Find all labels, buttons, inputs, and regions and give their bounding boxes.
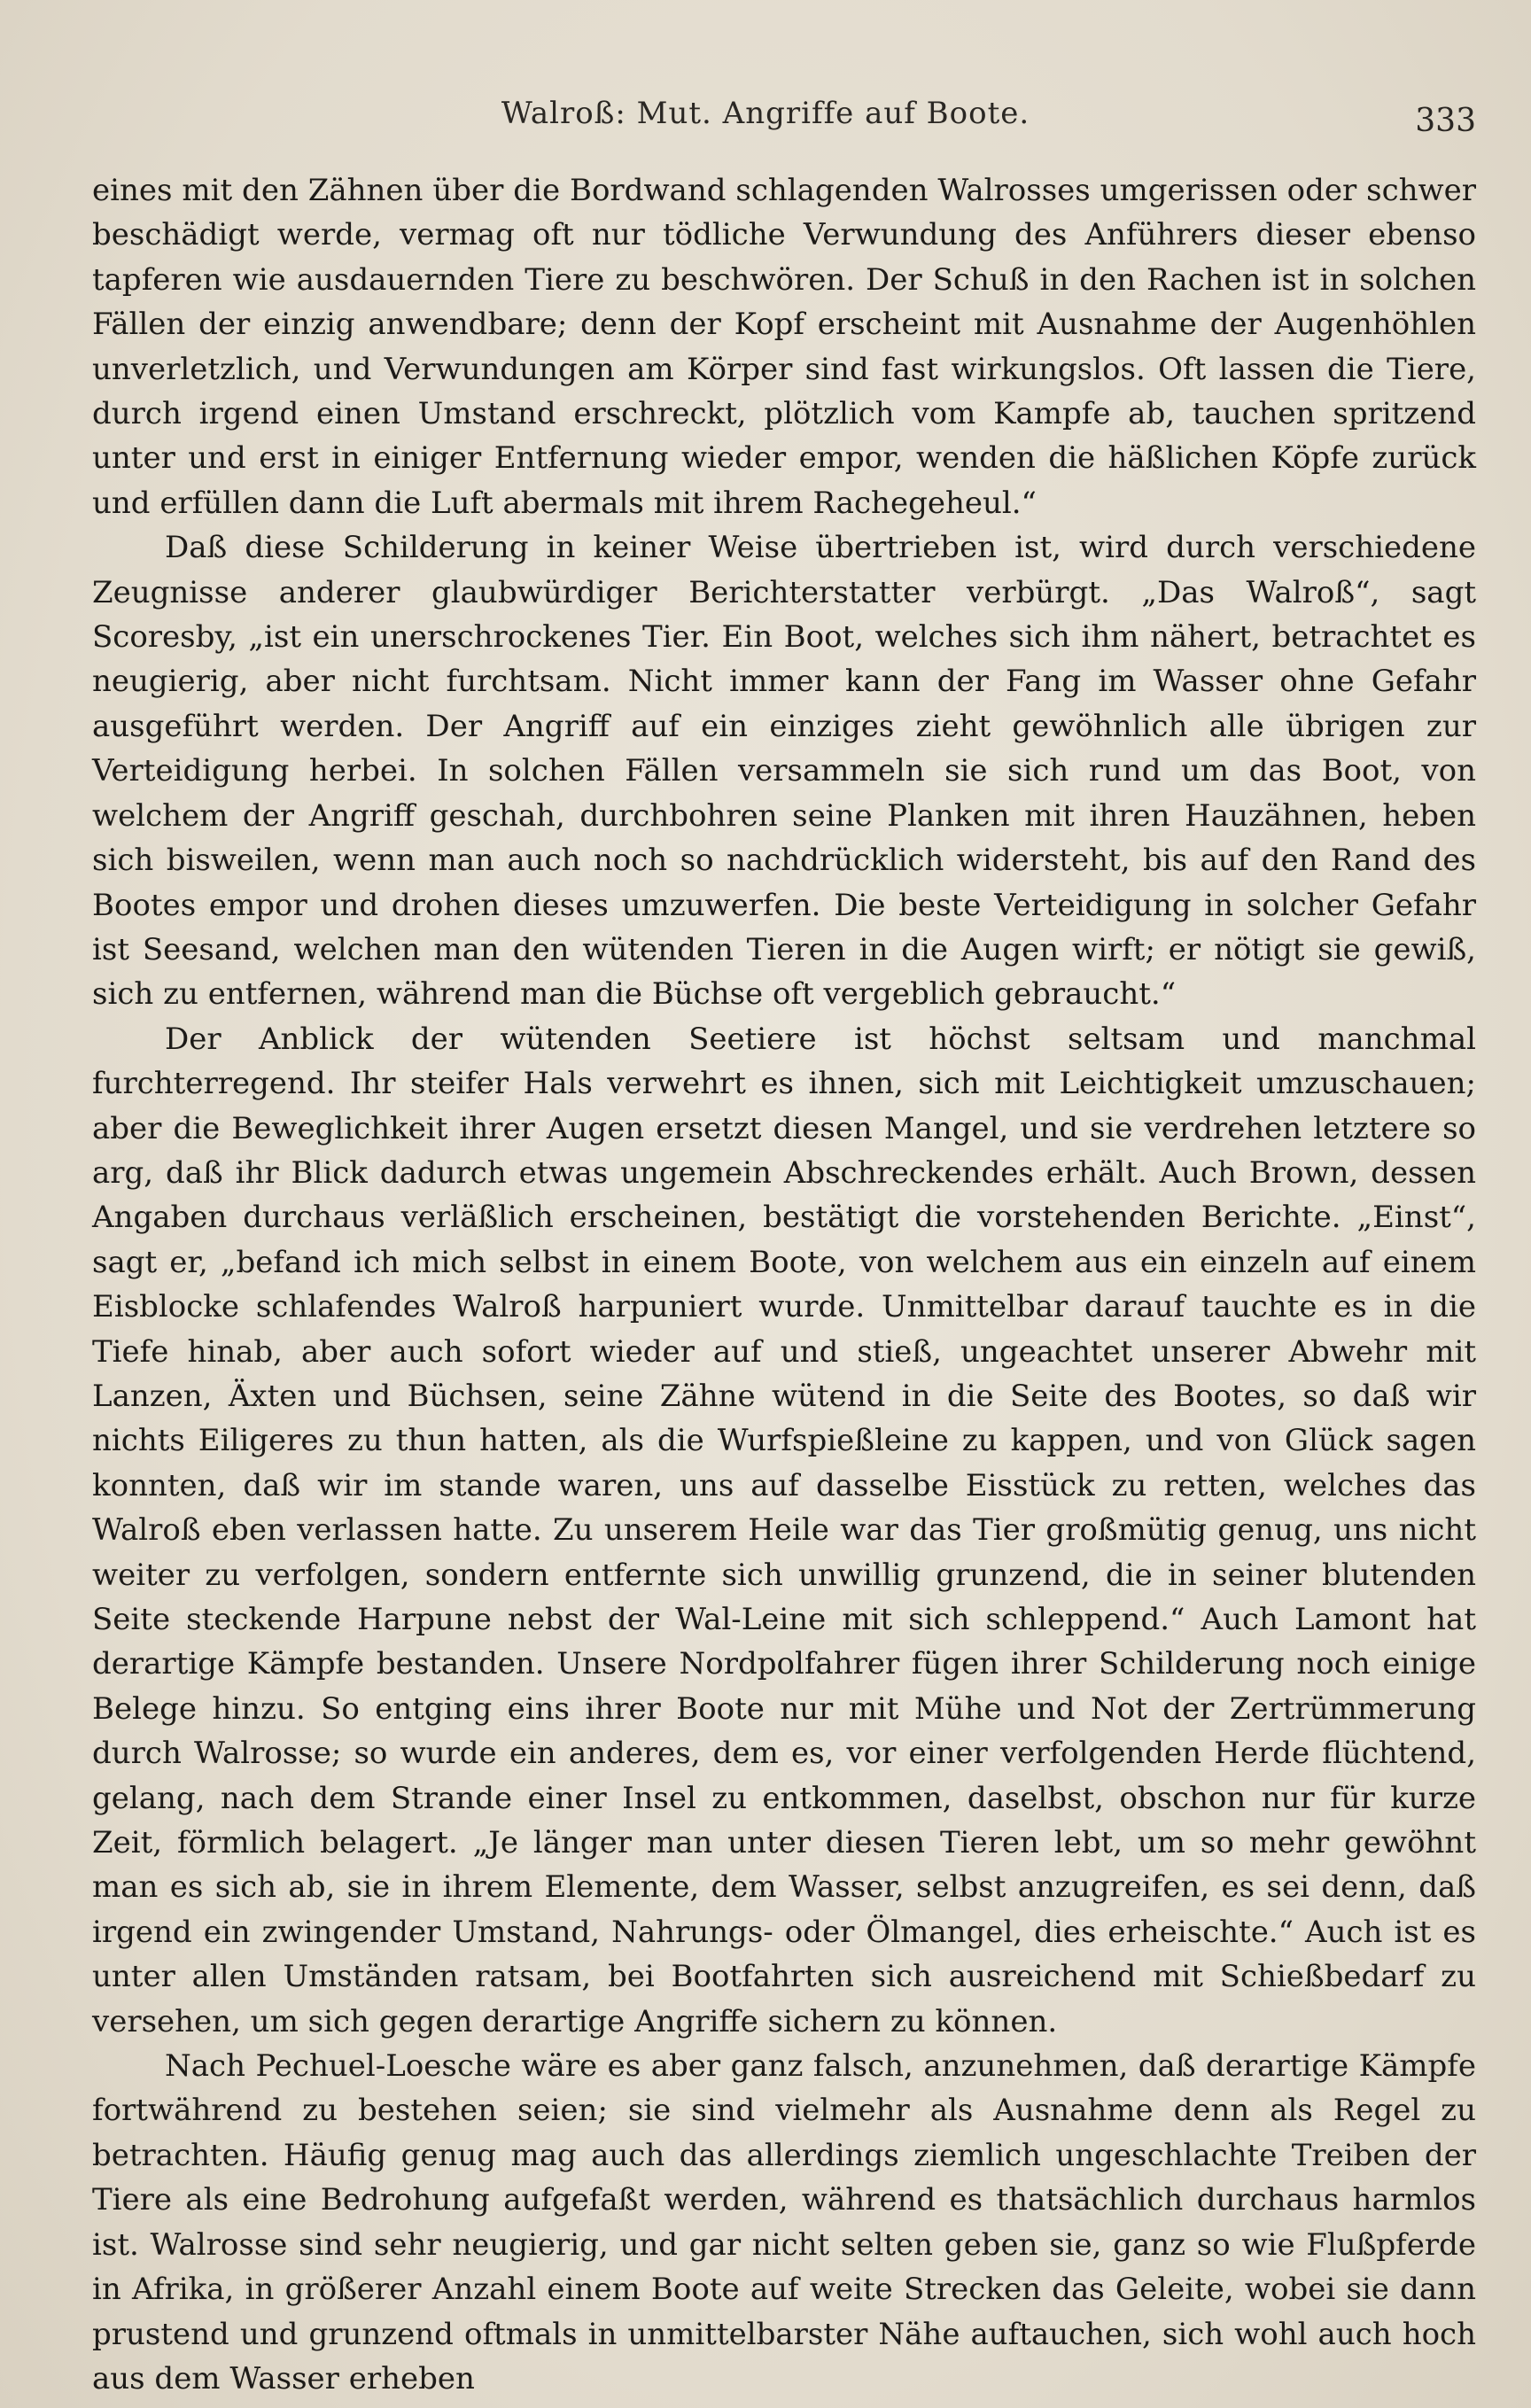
running-title: Walroß: Mut. Angriffe auf Boote. bbox=[501, 96, 1030, 131]
page-number: 333 bbox=[1415, 103, 1476, 139]
body-text bbox=[92, 168, 1476, 2401]
paragraph-3: Der Anblick der wütenden Seetiere ist höchst seltsam und manchmal furchterregend. Ihr steifer Hals verwehrt es ihnen, sich mit Leichtigkeit umzuschauen; aber die Beweglichkeit ihrer Augen ersetzt diesen Mangel, und sie verdrehen letztere so arg, daß ihr Blick dadurch etwas ungemein Abschreckendes erhält. Auch Brown, dessen Angaben durchaus verläßlich erscheinen, bestätigt die vorstehenden Berichte. „Einst“, sagt er, „befand ich mich selbst in einem Boote, von welchem aus ein einzeln auf einem Eisblocke schlafendes Walroß harpuniert wurde. Unmittelbar darauf tauchte es in die Tiefe hinab, aber auch sofort wieder auf und stieß, ungeachtet unserer Abwehr mit Lanzen, Äxten und Büchsen, seine Zähne wütend in die Seite des Bootes, so daß wir nichts Eiligeres zu thun hatten, als die Wurfspießleine zu kappen, und von Glück sagen konnten, daß wir im stande waren, uns auf dasselbe Eisstück zu retten, welches das Walroß eben verlassen hatte. Zu unserem Heile war das Tier großmütig genug, uns nicht weiter zu verfolgen, sondern entfernte sich unwillig grunzend, die in seiner blutenden Seite steckende Harpune nebst der Wal-Leine mit sich schleppend.“ Auch Lamont hat derartige Kämpfe bestanden. Unsere Nordpolfahrer fügen ihrer Schilderung noch einige Belege hinzu. So entging eins ihrer Boote nur mit Mühe und Not der Zertrümmerung durch Walrosse; so wurde ein anderes, dem es, vor einer verfolgenden Herde flüchtend, gelang, nach dem Strande einer Insel zu entkommen, daselbst, obschon nur für kurze Zeit, förmlich belagert. „Je länger man unter diesen Tieren lebt, um so mehr gewöhnt man es sich ab, sie in ihrem Elemente, dem Wasser, selbst anzugreifen, es sei denn, daß irgend ein zwingender Umstand, Nahrungs- oder Ölmangel, dies erheischte.“ Auch ist es unter allen Umständen ratsam, bei Bootfahrten sich ausreichend mit Schießbedarf zu versehen, um sich gegen derartige Angriffe sichern zu können. bbox=[92, 1021, 1476, 2039]
paragraph-1: eines mit den Zähnen über die Bordwand schlagenden Walrosses umgerissen oder schwer beschädigt werde, vermag oft nur tödliche Verwundung des Anführers dieser ebenso tapferen wie ausdauernden Tiere zu beschwören. Der Schuß in den Rachen ist in solchen Fällen der einzig anwendbare; denn der Kopf erscheint mit Ausnahme der Augenhöhlen unverletzlich, und Verwundungen am Körper sind fast wirkungslos. Oft lassen die Tiere, durch irgend einen Umstand erschreckt, plötzlich vom Kampfe ab, tauchen spritzend unter und erst in einiger Entfernung wieder empor, wenden die häßlichen Köpfe zurück und erfüllen dann die Luft abermals mit ihrem Rachegeheul.“ bbox=[92, 173, 1476, 521]
paragraph-2: Daß diese Schilderung in keiner Weise übertrieben ist, wird durch verschiedene Zeugnisse anderer glaubwürdiger Berichterstatter verbürgt. „Das Walroß“, sagt Scoresby, „ist ein unerschrockenes Tier. Ein Boot, welches sich ihm nähert, betrachtet es neugierig, aber nicht furchtsam. Nicht immer kann der Fang im Wasser ohne Gefahr ausgeführt werden. Der Angriff auf ein einziges zieht gewöhnlich alle übrigen zur Verteidigung herbei. In solchen Fällen versammeln sie sich rund um das Boot, von welchem der Angriff geschah, durchbohren seine Planken mit ihren Hauzähnen, heben sich bisweilen, wenn man auch noch so nachdrücklich widersteht, bis auf den Rand des Bootes empor und drohen dieses umzuwerfen. Die beste Verteidigung in solcher Gefahr ist Seesand, welchen man den wütenden Tieren in die Augen wirft; er nötigt sie gewiß, sich zu entfernen, während man die Büchse oft vergeblich gebraucht.“ bbox=[92, 530, 1476, 1013]
paragraph-4: Nach Pechuel-Loesche wäre es aber ganz falsch, anzunehmen, daß derartige Kämpfe fortwährend zu bestehen seien; sie sind vielmehr als Ausnahme denn als Regel zu betrachten. Häufig genug mag auch das allerdings ziemlich ungeschlachte Treiben der Tiere als eine Bedrohung aufgefaßt werden, während es thatsächlich durchaus harmlos ist. Walrosse sind sehr neugierig, und gar nicht selten geben sie, ganz so wie Flußpferde in Afrika, in größerer Anzahl einem Boote auf weite Strecken das Geleite, wobei sie dann prustend und grunzend oftmals in unmittelbarster Nähe auftauchen, sich wohl auch hoch aus dem Wasser erheben bbox=[92, 2048, 1476, 2396]
running-head bbox=[0, 96, 1531, 149]
